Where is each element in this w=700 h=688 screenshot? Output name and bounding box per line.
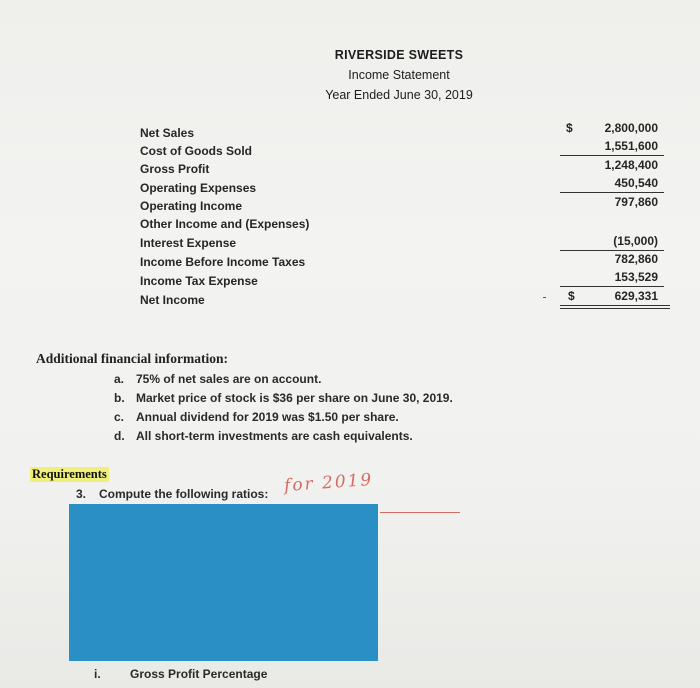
- row-label-interest-expense: Interest Expense: [140, 236, 237, 250]
- requirements-heading: Requirements: [32, 467, 107, 481]
- double-underline-bottom: [560, 308, 670, 309]
- amount-operating-income: 797,860: [614, 195, 658, 209]
- amount-net-sales: 2,800,000: [604, 121, 658, 135]
- list-letter-b: b.: [114, 391, 125, 405]
- amount-cogs: 1,551,600: [604, 139, 658, 153]
- currency-symbol-net-income: $: [568, 289, 575, 303]
- sub-requirement-number: i.: [94, 667, 101, 681]
- row-label-operating-expenses: Operating Expenses: [140, 181, 257, 195]
- row-label-net-sales: Net Sales: [140, 126, 195, 140]
- handwritten-note: for 2019: [283, 469, 374, 497]
- underline-cogs: [560, 155, 664, 156]
- additional-info-heading: Additional financial information:: [36, 351, 229, 366]
- amount-net-income: 629,331: [614, 289, 658, 303]
- requirement-number: 3.: [76, 487, 87, 501]
- row-label-cogs: Cost of Goods Sold: [140, 144, 252, 158]
- list-text-c: Annual dividend for 2019 was $1.50 per share.: [136, 410, 399, 424]
- company-name: RIVERSIDE SWEETS: [334, 48, 464, 62]
- amount-interest-expense: (15,000): [613, 234, 658, 248]
- redaction-block: [69, 504, 378, 661]
- handwritten-underline: [380, 512, 460, 513]
- amount-operating-expenses: 450,540: [614, 176, 658, 190]
- amount-income-tax-expense: 153,529: [614, 270, 658, 284]
- list-letter-d: d.: [114, 429, 125, 443]
- list-text-b: Market price of stock is $36 per share on June 30, 2019.: [136, 391, 453, 405]
- row-label-gross-profit: Gross Profit: [140, 162, 210, 176]
- row-label-net-income: Net Income: [140, 293, 205, 307]
- underline-income-tax: [560, 286, 664, 287]
- underline-operating-expenses: [560, 192, 664, 193]
- row-label-other-income: Other Income and (Expenses): [140, 217, 310, 231]
- amount-income-before-taxes: 782,860: [614, 252, 658, 266]
- sub-requirement-text: Gross Profit Percentage: [130, 667, 268, 681]
- row-label-income-tax-expense: Income Tax Expense: [140, 274, 258, 288]
- stray-mark: [543, 297, 546, 298]
- list-letter-a: a.: [114, 372, 125, 386]
- statement-period: Year Ended June 30, 2019: [325, 88, 473, 102]
- amount-gross-profit: 1,248,400: [604, 158, 658, 172]
- currency-symbol-top: $: [566, 121, 573, 135]
- statement-title: Income Statement: [348, 68, 450, 82]
- requirement-text: Compute the following ratios:: [99, 487, 269, 501]
- underline-interest-expense: [560, 250, 664, 251]
- row-label-operating-income: Operating Income: [140, 199, 243, 213]
- list-text-a: 75% of net sales are on account.: [136, 372, 322, 386]
- list-text-d: All short-term investments are cash equivalents.: [136, 429, 413, 443]
- double-underline-top: [560, 305, 670, 306]
- list-letter-c: c.: [114, 410, 125, 424]
- row-label-income-before-taxes: Income Before Income Taxes: [140, 255, 306, 269]
